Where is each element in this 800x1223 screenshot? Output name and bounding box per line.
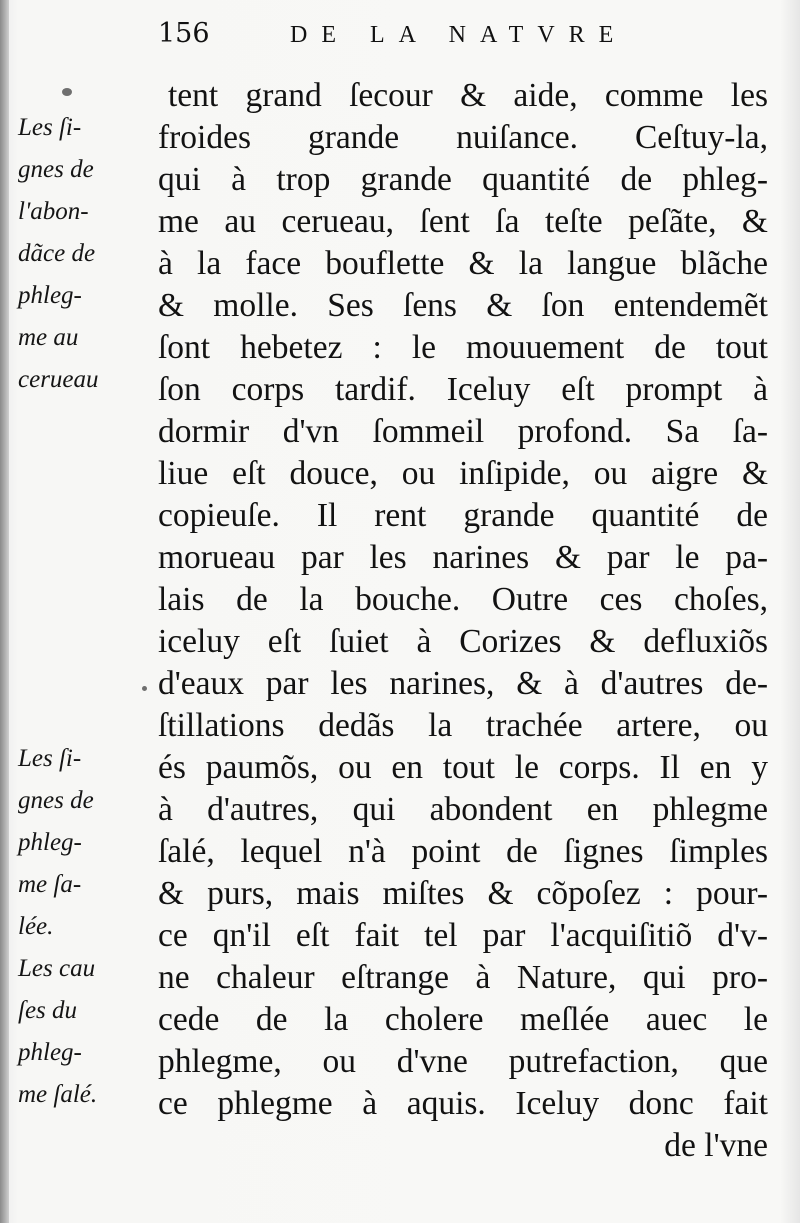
- text-line: ce qn'il eſt fait tel par l'acquiſitiõ d'v-: [158, 917, 768, 954]
- marginal-note-line: me ſalé.: [18, 1081, 98, 1108]
- text-line: & purs, mais miſtes & cõpoſez : pour-: [158, 875, 768, 912]
- catchword: de l'vne: [664, 1127, 768, 1164]
- text-line: ſon corps tardif. Iceluy eſt prompt à: [158, 371, 768, 408]
- text-line: phlegme, ou d'vne putrefaction, que: [158, 1043, 768, 1080]
- marginal-note-line: Les ſi-: [18, 114, 82, 141]
- marginal-note-line: dãce de: [18, 240, 96, 267]
- ink-speck: [62, 88, 72, 96]
- text-line: ſont hebetez : le mouuement de tout: [158, 329, 768, 366]
- text-line: tent grand ſecour & aide, comme les: [168, 77, 768, 114]
- text-line: morueau par les narines & par le pa-: [158, 539, 768, 576]
- text-line: lais de la bouche. Outre ces choſes,: [158, 581, 768, 618]
- page-number: 156: [158, 18, 210, 49]
- marginal-note-line: phleg-: [18, 282, 82, 309]
- text-line: me au cerueau, ſent ſa teſte peſãte, &: [158, 203, 768, 240]
- text-line: qui à trop grande quantité de phleg-: [158, 161, 768, 198]
- marginal-note-line: me ſa-: [18, 871, 82, 898]
- text-line: à d'autres, qui abondent en phlegme: [158, 791, 768, 828]
- marginal-note-line: Les ſi-: [18, 745, 82, 772]
- text-line: ſtillations dedãs la trachée artere, ou: [158, 707, 768, 744]
- text-line: ce phlegme à aquis. Iceluy donc fait: [158, 1085, 768, 1122]
- text-line: d'eaux par les narines, & à d'autres de-: [158, 665, 768, 702]
- marginal-note-line: gnes de: [18, 787, 94, 814]
- text-line: és paumõs, ou en tout le corps. Il en y: [158, 749, 768, 786]
- text-line: & molle. Ses ſens & ſon entendemẽt: [158, 287, 768, 324]
- text-line: iceluy eſt ſuiet à Corizes & defluxiõs: [158, 623, 768, 660]
- text-line: à la face bouflette & la langue blãche: [158, 245, 768, 282]
- running-title: DE LA NATVRE: [290, 22, 628, 48]
- marginal-note-line: lée.: [18, 913, 54, 940]
- text-line: liue eſt douce, ou inſipide, ou aigre &: [158, 455, 768, 492]
- text-line: ſalé, lequel n'à point de ſignes ſimples: [158, 833, 768, 870]
- running-header: [150, 18, 650, 62]
- text-line: ne chaleur eſtrange à Nature, qui pro-: [158, 959, 768, 996]
- marginal-note-line: phleg-: [18, 1039, 82, 1066]
- marginal-note-line: gnes de: [18, 156, 94, 183]
- marginal-note-line: cerueau: [18, 366, 99, 393]
- text-line: cede de la cholere meſlée auec le: [158, 1001, 768, 1038]
- marginal-note-line: Les cau: [18, 955, 96, 982]
- text-line: froides grande nuiſance. Ceſtuy-la,: [158, 119, 768, 156]
- ink-speck: [142, 686, 147, 691]
- marginal-note-line: me au: [18, 324, 79, 351]
- marginal-note-line: ſes du: [18, 997, 78, 1024]
- marginal-note-line: l'abon-: [18, 198, 89, 225]
- page-gutter-shadow: [0, 0, 9, 1223]
- text-line: dormir d'vn ſommeil profond. Sa ſa-: [158, 413, 768, 450]
- text-line: copieuſe. Il rent grande quantité de: [158, 497, 768, 534]
- marginal-note-line: phleg-: [18, 829, 82, 856]
